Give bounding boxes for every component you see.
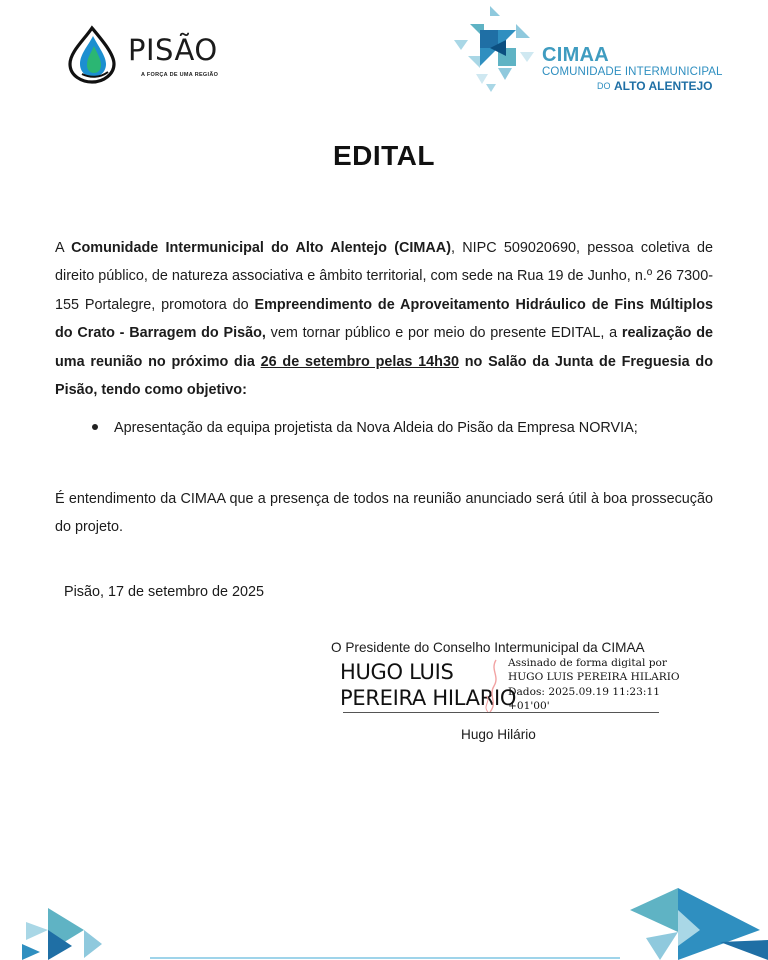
edital-paragraph-intro	[55, 234, 713, 404]
document-title: EDITAL	[332, 140, 436, 171]
digital-signature-line: HUGO LUIS PEREIRA HILARIO	[508, 671, 680, 684]
cimaa-subtitle-line1: COMUNIDADE INTERMUNICIPAL	[542, 66, 723, 78]
signature-rule	[343, 712, 659, 713]
place-date: Pisão, 17 de setembro de 2025	[64, 584, 265, 600]
text-run: no Salão da Junta de Freguesia do Pisão, tendo como objetivo:	[55, 353, 713, 399]
footer-right-triangles-icon	[620, 880, 768, 960]
signatory-role: O Presidente do Conselho Intermunicipal da CIMAA	[331, 640, 645, 655]
text-run: realização de uma reunião no próximo dia	[55, 325, 713, 370]
cimaa-subtitle-line2: ALTO ALENTEJO	[614, 79, 713, 93]
meeting-datetime: 26 de setembro pelas 14h30	[260, 353, 459, 370]
cimaa-logo-icon	[450, 4, 540, 92]
footer-left-triangles-icon	[18, 900, 128, 960]
digital-signature-details	[508, 656, 680, 714]
list-item: Apresentação da equipa projetista da Nova Aldeia do Pisão da Empresa NORVIA;	[114, 420, 638, 436]
cimaa-subtitle-prefix: DO	[597, 81, 611, 91]
text-run: , NIPC 509020690, pessoa coletiva de direito público, de natureza associativa e âmbito territorial, com sede na Rua 19 de Junho, n.º 26 7300-155 Portalegre, promotora do	[55, 240, 713, 313]
pisao-tagline: A FORÇA DE UMA REGIÃO	[141, 72, 219, 78]
bullet-icon	[92, 424, 98, 430]
entity-name: Comunidade Intermunicipal do Alto Alentejo (CIMAA)	[71, 240, 451, 256]
pisao-wordmark: PISÃO	[128, 33, 218, 67]
digital-signature-line: +01'00'	[508, 700, 550, 713]
signature-name-line2: PEREIRA HILARIO	[340, 686, 517, 710]
edital-paragraph-closing: É entendimento da CIMAA que a presença de todos na reunião anunciado será útil à boa prossecução do projeto.	[55, 491, 713, 536]
digital-signature-line: Assinado de forma digital por	[508, 657, 667, 669]
signature-name-line1: HUGO LUIS	[340, 660, 454, 684]
text-run: vem tornar público e por meio do presente EDITAL, a	[265, 325, 622, 342]
project-name: Empreendimento de Aproveitamento Hidráulico de Fins Múltiplos do Crato - Barragem do Pisão,	[55, 296, 713, 342]
cimaa-name: CIMAA	[542, 44, 610, 66]
signatory-name: Hugo Hilário	[461, 727, 536, 742]
footer-divider	[150, 957, 620, 959]
digital-signature-line: Dados: 2025.09.19 11:23:11	[508, 685, 660, 698]
signature-scribble-icon	[468, 656, 508, 716]
text-run: A	[55, 240, 72, 256]
